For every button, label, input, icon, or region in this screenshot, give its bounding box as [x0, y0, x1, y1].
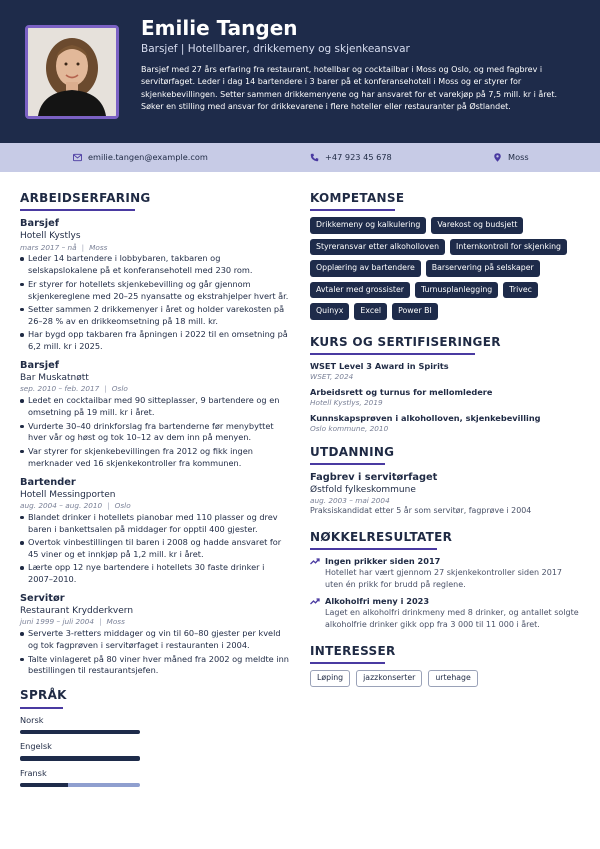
phone-icon [310, 153, 319, 162]
skill-chip: Turnusplanlegging [415, 282, 498, 299]
section-title-interests: INTERESSER [310, 644, 396, 659]
job-bullets [20, 628, 290, 677]
skills-section [310, 190, 580, 320]
course-meta: Oslo kommune, 2010 [310, 423, 389, 433]
interest-tag: jazzkonserter [356, 670, 422, 687]
meta-separator: | [99, 617, 102, 627]
candidate-name: Emilie Tangen [141, 16, 298, 40]
profile-summary: Barsjef med 27 års erfaring fra restaurant, hotellbar og cocktailbar i Moss og Oslo, og med fagbrev i servitørfaget. Leder i dag 14 bartendere i 3 barer på et konferansehotell i Moss og er styrer for skjenkebevillingen. Setter sammen drikkemenyene og har ansvaret for et varekjøp på 7,5 mill. kr i året. Søker en stilling med ansvar for drikkevarene i flere hoteller eller restauranter på Østlandet. [141, 65, 558, 112]
job-location: Oslo [114, 500, 131, 510]
section-underline [20, 707, 63, 709]
skill-chip: Drikkemeny og kalkulering [310, 217, 426, 234]
meta-separator: | [81, 242, 85, 252]
job-bullet: Blandet drinker i hotellets pianobar med 110 plasser og drev baren i bankettsalen på middager for opptil 400 gjester. [20, 512, 290, 536]
job-bullet: Serverte 3-retters middager og vin til 60–80 gjester per kveld og tok fagprøven i servitørfaget i restauranten i 2004. [20, 628, 290, 652]
result-item [310, 596, 580, 631]
language-name: Fransk [20, 767, 47, 778]
job-bullet: Lærte opp 12 nye bartendere i hotellets 30 faste drinker i 2007–2010. [20, 562, 290, 586]
course-meta: Hotell Kystlys, 2019 [310, 397, 383, 407]
course-item [310, 361, 580, 382]
skill-chip: Opplæring av bartendere [310, 260, 421, 277]
courses-section [310, 334, 580, 434]
contact-bar [0, 143, 600, 172]
interest-tag: Løping [310, 670, 350, 687]
job-dates: aug. 2004 – aug. 2010 [20, 500, 103, 510]
portrait-image [28, 28, 116, 116]
job-entry [20, 217, 290, 353]
phone-text: +47 923 45 678 [325, 152, 392, 162]
skill-chip: Trivec [503, 282, 538, 299]
languages-section [20, 687, 290, 787]
result-title: Alkoholfri meny i 2023 [325, 595, 430, 606]
skill-chip: Quinyx [310, 303, 349, 320]
language-level-bar [20, 783, 140, 788]
language-level-fill [20, 730, 140, 735]
job-dates: juni 1999 – juli 2004 [20, 617, 95, 627]
education-dates: aug. 2003 – mai 2004 [310, 496, 390, 506]
job-bullet: Ledet en cocktailbar med 90 sitteplasser, 9 bartendere og en omsetning på 19 mill. kr i året. [20, 395, 290, 419]
job-bullet: Er styrer for hotellets skjenkebevilling og går gjennom skjenkereglene med 20–25 nyansatte og ekstrahjelper hvert år. [20, 279, 290, 303]
skill-chip: Excel [354, 303, 387, 320]
section-title-languages: SPRÅK [20, 688, 67, 703]
job-bullets [20, 512, 290, 586]
section-underline [310, 463, 385, 465]
interests-section [310, 643, 580, 687]
job-bullets [20, 395, 290, 469]
language-item [20, 768, 290, 788]
job-meta [20, 384, 290, 394]
result-item [310, 556, 580, 591]
result-title: Ingen prikker siden 2017 [325, 555, 441, 566]
job-title: Servitør [20, 593, 65, 605]
language-name: Norsk [20, 714, 44, 725]
language-level-fill [20, 783, 68, 788]
job-location: Moss [106, 617, 125, 627]
language-item [20, 715, 290, 735]
section-underline [20, 209, 135, 211]
section-title-courses: KURS OG SERTIFISERINGER [310, 334, 501, 349]
course-meta: WSET, 2024 [310, 372, 354, 382]
language-level-bar [20, 756, 140, 761]
contact-phone[interactable] [310, 152, 392, 163]
left-column [20, 190, 290, 794]
job-title: Barsjef [20, 360, 60, 372]
skill-chip: Internkontroll for skjenking [450, 239, 567, 256]
course-name: Arbeidsrett og turnus for mellomledere [310, 386, 493, 397]
section-underline [310, 209, 395, 211]
experience-section [20, 190, 290, 677]
section-underline [310, 548, 437, 550]
job-location: Moss [89, 242, 108, 252]
course-list [310, 361, 580, 434]
education-section [310, 444, 580, 517]
job-company: Hotell Messingporten [20, 489, 116, 500]
job-bullet: Setter sammen 2 drikkemenyer i året og holder varekosten på 26–28 % av en drikkeomsetning på 18 mill. kr. [20, 304, 290, 328]
job-bullet: Var styrer for skjenkebevillingen fra 2012 og fikk ingen merknader ved 16 skjenkekontroller fra kommunen. [20, 446, 290, 470]
email-icon [73, 153, 82, 162]
job-dates: mars 2017 – nå [20, 242, 77, 252]
candidate-headline: Barsjef | Hotellbarer, drikkemeny og skjenkeansvar [141, 43, 410, 55]
section-underline [310, 353, 475, 355]
course-item [310, 387, 580, 408]
skill-chip: Barservering på selskaper [426, 260, 540, 277]
language-name: Engelsk [20, 741, 52, 752]
results-section [310, 529, 580, 631]
skill-chip: Power BI [392, 303, 438, 320]
job-entry [20, 476, 290, 587]
language-level-fill [20, 756, 140, 761]
location-pin-icon [493, 153, 502, 162]
job-company: Hotell Kystlys [20, 231, 81, 242]
job-entry [20, 592, 290, 677]
job-bullet: Vurderte 30–40 drinkforslag fra bartenderne før menybyttet hver vår og høst og tok 10–12 av dem inn på menyen. [20, 421, 290, 445]
job-company: Bar Muskatnøtt [20, 373, 89, 384]
job-bullets [20, 253, 290, 353]
education-school: Østfold fylkeskommune [310, 485, 416, 496]
job-bullet: Talte vinlageret på 80 viner hver måned fra 2002 og meldte inn bestillingen til restaurantsjefen. [20, 654, 290, 678]
contact-location [493, 152, 529, 163]
language-list [20, 715, 290, 788]
job-entry [20, 359, 290, 470]
skill-chip: Avtaler med grossister [310, 282, 410, 299]
course-item [310, 413, 580, 434]
section-title-skills: KOMPETANSE [310, 191, 405, 205]
job-meta [20, 501, 290, 511]
section-title-results: NØKKELRESULTATER [310, 529, 453, 544]
interest-tag: urtehage [428, 670, 477, 687]
job-company: Restaurant Krydderkvern [20, 606, 134, 617]
location-text: Moss [508, 152, 529, 162]
contact-email[interactable] [73, 152, 208, 163]
job-bullet: Har bygd opp takbaren fra åpningen i 2022 til en omsetning på 6,2 mill. kr i 2025. [20, 329, 290, 353]
profile-photo [25, 25, 119, 119]
result-description: Laget en alkoholfri drinkmeny med 8 drinker, og antallet solgte alkoholfrie drinker gikk opp fra 3 000 til 11 000 i året. [325, 608, 579, 630]
job-meta [20, 617, 290, 627]
section-title-experience: ARBEIDSERFARING [20, 191, 151, 205]
job-title: Barsjef [20, 218, 60, 230]
course-name: Kunnskapsprøven i alkoholloven, skjenkebevilling [310, 412, 541, 423]
job-meta [20, 243, 290, 253]
job-title: Bartender [20, 476, 76, 488]
job-bullet: Leder 14 bartendere i lobbybaren, takbaren og selskapslokalene på et konferansehotell med 230 rom. [20, 253, 290, 277]
education-description: Praksiskandidat etter 5 år som servitør, fagprøve i 2004 [310, 506, 532, 516]
trend-up-icon [310, 597, 320, 605]
skill-chip: Styreransvar etter alkoholloven [310, 239, 445, 256]
job-dates: sep. 2010 – feb. 2017 [20, 384, 100, 394]
meta-separator: | [107, 500, 110, 510]
trend-up-icon [310, 557, 320, 565]
resume-header [0, 0, 600, 143]
section-title-education: UTDANNING [310, 444, 395, 459]
skill-chips [310, 217, 580, 320]
interest-tags [310, 670, 580, 687]
course-name: WSET Level 3 Award in Spirits [310, 360, 449, 371]
meta-separator: | [104, 384, 107, 394]
skill-chip: Varekost og budsjett [431, 217, 523, 234]
result-description: Hotellet har vært gjennom 27 skjenkekontroller siden 2017 uten én prikk for brudd på reglene. [325, 567, 562, 589]
result-list [310, 556, 580, 631]
education-degree: Fagbrev i servitørfaget [310, 471, 438, 483]
right-column [310, 190, 580, 687]
job-bullet: Overtok vinbestillingen til baren i 2008 og hadde ansvaret for 45 viner og et innkjøp på 1,2 mill. kr i året. [20, 537, 290, 561]
section-underline [310, 662, 385, 664]
language-level-bar [20, 730, 140, 735]
job-list [20, 217, 290, 677]
job-location: Oslo [111, 384, 128, 394]
language-item [20, 741, 290, 761]
email-text: emilie.tangen@example.com [88, 152, 208, 162]
